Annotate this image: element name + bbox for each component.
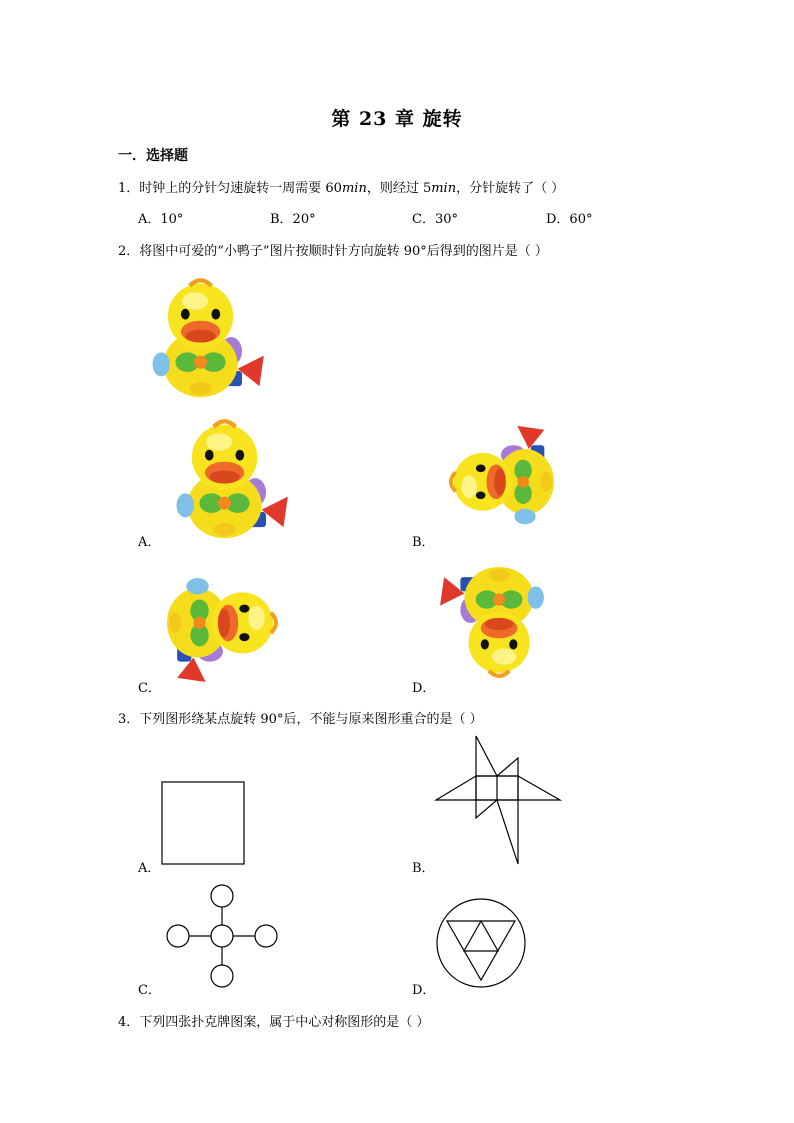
duck-option-d-image — [438, 562, 550, 686]
duck-option-c-image — [160, 572, 288, 684]
q3-option-a-label: A． — [138, 861, 161, 876]
page-title: 第 23 章 旋转 — [331, 108, 463, 130]
q2-option-d-label: D． — [412, 681, 436, 696]
q2-option-b-label: B． — [412, 535, 435, 550]
duck-option-a-image — [170, 414, 290, 540]
question-3-text: 3．下列图形绕某点旋转 90°后，不能与原来图形重合的是（ ） — [118, 712, 483, 727]
q1-option-b: B．20° — [270, 212, 316, 227]
question-2-text: 2．将图中可爱的“小鸭子”图片按顺时针方向旋转 90°后得到的图片是（ ） — [118, 244, 548, 259]
section-heading: 一．选择题 — [118, 148, 188, 164]
q1-option-d: D．60° — [546, 212, 593, 227]
circle-cross-figure — [164, 882, 284, 992]
square-figure — [160, 780, 250, 870]
q1-option-c: C．30° — [412, 212, 458, 227]
q2-option-a-label: A． — [138, 535, 161, 550]
q1-option-a: A．10° — [138, 212, 184, 227]
pinwheel-figure — [436, 736, 566, 868]
q3-option-b-label: B． — [412, 861, 435, 876]
q2-option-c-label: C． — [138, 681, 161, 696]
duck-option-b-image — [436, 424, 564, 530]
question-1-text: 1．时钟上的分针匀速旋转一周需要 60min，则经过 5min，分针旋转了（ ） — [118, 181, 565, 196]
q3-option-c-label: C． — [138, 983, 161, 998]
question-4-text: 4．下列四张扑克牌图案，属于中心对称图形的是（ ） — [118, 1015, 430, 1030]
duck-original-image — [146, 274, 266, 398]
q3-option-d-label: D． — [412, 983, 436, 998]
circle-triangle-figure — [434, 896, 530, 992]
